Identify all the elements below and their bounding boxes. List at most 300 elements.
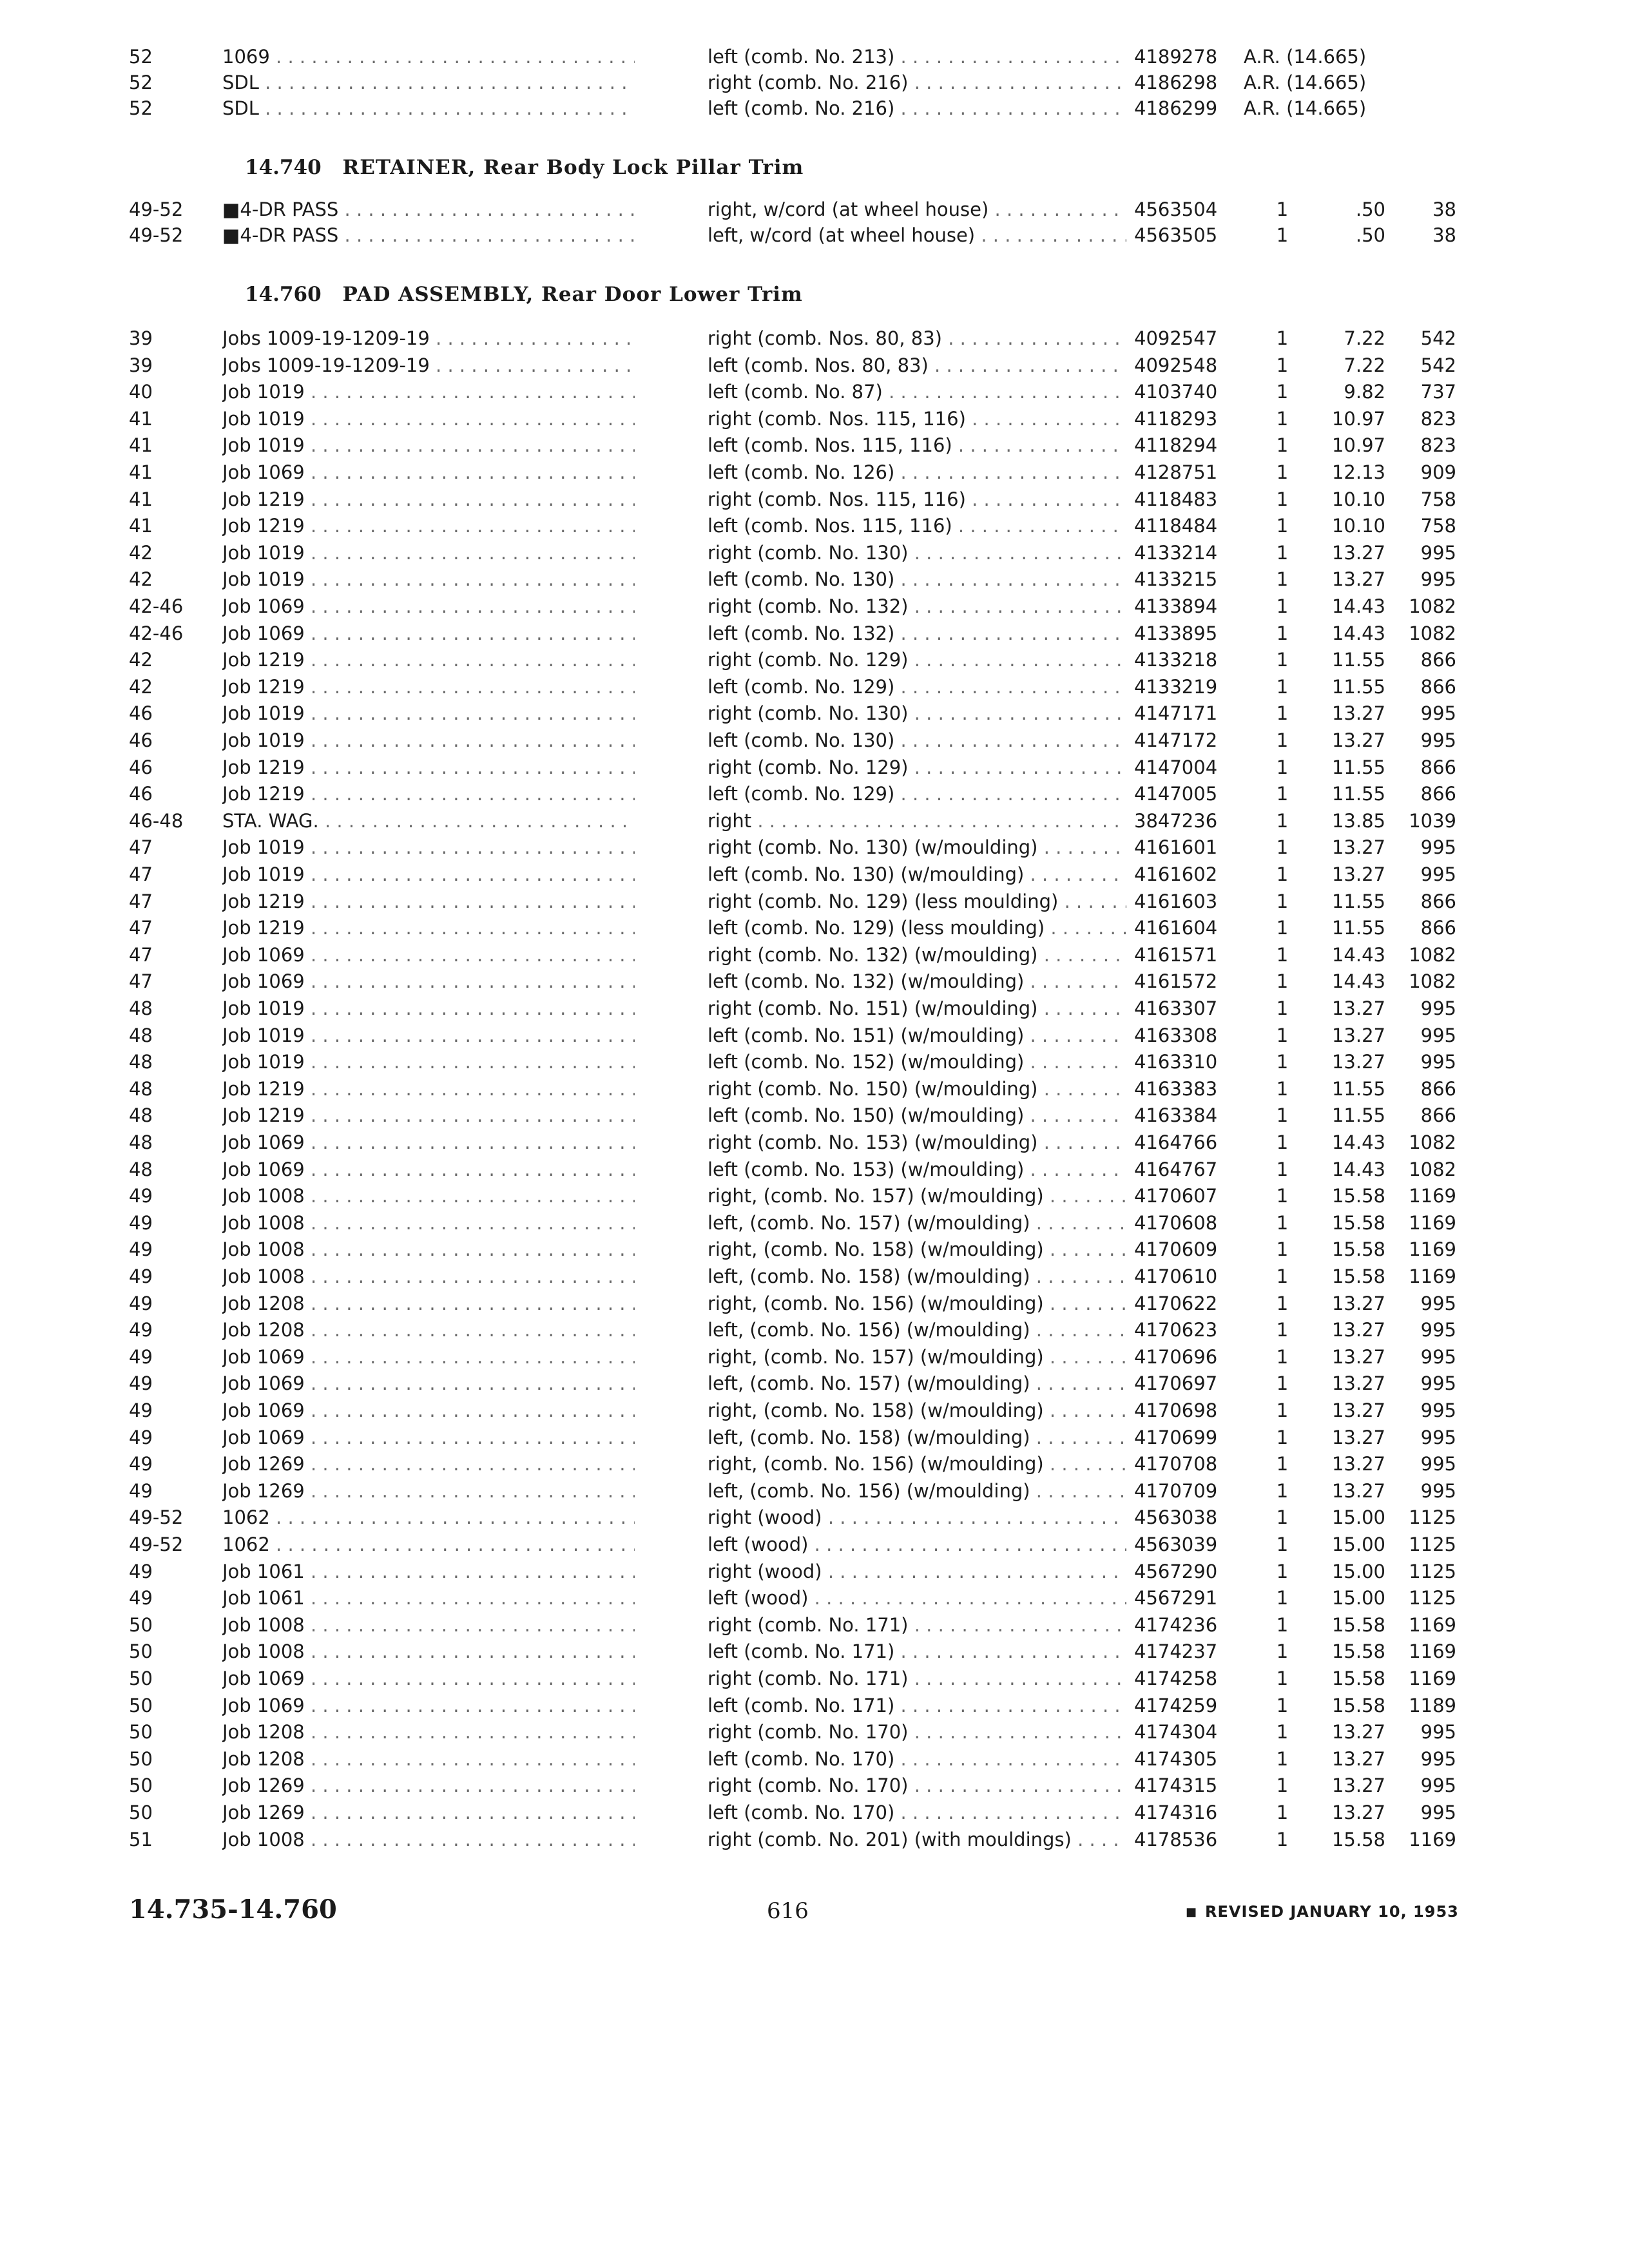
description-cell: left (comb. No. 130) (w/moulding) . . .: [708, 861, 1126, 887]
part-number-cell: 4174237: [1134, 1640, 1218, 1663]
price-cell: 7.22: [1344, 354, 1385, 376]
price-cell: 13.27: [1331, 568, 1385, 591]
description-cell: right (comb. Nos. 115, 116) . . .: [708, 406, 1126, 432]
quantity-cell: 1: [1276, 1721, 1289, 1744]
part-number-cell: 4170699: [1134, 1426, 1218, 1448]
quantity-cell: 1: [1276, 997, 1289, 1019]
part-number-cell: 4161601: [1134, 836, 1218, 859]
price-cell: 14.43: [1331, 943, 1385, 966]
table-row: [0, 406, 1629, 432]
table-row: [0, 808, 1629, 834]
model-cell: Job 1069 . . .: [222, 620, 635, 646]
model-cell: ■4-DR PASS . . .: [222, 197, 635, 222]
year-cell: 49: [129, 1453, 153, 1475]
part-number-cell: 4170708: [1134, 1453, 1218, 1475]
table-row: [0, 1210, 1629, 1236]
price-cell: 11.55: [1331, 756, 1385, 778]
table-row: [0, 1612, 1629, 1638]
description-cell: left (comb. No. 132) (w/moulding) . . .: [708, 968, 1126, 994]
description-cell: right, w/cord (at wheel house) . . .: [708, 197, 1126, 222]
part-number-cell: 4092548: [1134, 354, 1218, 376]
description-cell: left, (comb. No. 157) (w/moulding) . . .: [708, 1370, 1126, 1396]
part-number-cell: 4563039: [1134, 1533, 1218, 1555]
amount-cell: 995: [1420, 1372, 1456, 1395]
year-cell: 42-46: [129, 622, 184, 644]
as-required-note: A.R. (14.665): [1244, 72, 1367, 93]
part-number-cell: 4170609: [1134, 1238, 1218, 1261]
quantity-cell: 1: [1276, 1345, 1289, 1368]
model-cell: Job 1069 . . .: [222, 593, 635, 619]
table-row: [0, 889, 1629, 914]
price-cell: 15.58: [1331, 1694, 1385, 1716]
year-cell: 49: [129, 1319, 153, 1341]
table-row: [0, 700, 1629, 726]
amount-cell: 1169: [1409, 1265, 1456, 1287]
price-cell: 10.10: [1331, 488, 1385, 510]
model-cell: Job 1069 . . .: [222, 942, 635, 968]
quantity-cell: 1: [1276, 354, 1289, 376]
amount-cell: 1082: [1409, 943, 1456, 966]
quantity-cell: 1: [1276, 1453, 1289, 1475]
year-cell: 48: [129, 1131, 153, 1153]
model-cell: Job 1219 . . .: [222, 674, 635, 700]
description-cell: left (comb. No. 129) (less moulding) . . .: [708, 915, 1126, 941]
part-number-cell: 4163310: [1134, 1051, 1218, 1073]
description-cell: left (wood) . . .: [708, 1585, 1126, 1611]
table-row: [0, 566, 1629, 592]
revision-date: REVISED JANUARY 10, 1953: [1205, 1903, 1459, 1921]
year-cell: 47: [129, 863, 153, 885]
table-row: [0, 620, 1629, 646]
description-cell: left, (comb. No. 158) (w/moulding) . . .: [708, 1425, 1126, 1450]
quantity-cell: 1: [1276, 970, 1289, 993]
year-cell: 49: [129, 1426, 153, 1448]
price-cell: 14.43: [1331, 622, 1385, 644]
description-cell: right (comb. Nos. 80, 83) . . .: [708, 325, 1126, 351]
price-cell: 13.27: [1331, 541, 1385, 564]
year-cell: 46: [129, 756, 153, 778]
price-cell: 13.27: [1331, 1345, 1385, 1368]
description-cell: left, (comb. No. 158) (w/moulding) . . .: [708, 1264, 1126, 1289]
part-number-cell: 4170607: [1134, 1185, 1218, 1207]
model-cell: 1069 . . .: [222, 44, 635, 70]
year-cell: 49: [129, 1372, 153, 1395]
description-cell: left (comb. No. 130) . . .: [708, 566, 1126, 592]
model-cell: Job 1219 . . .: [222, 754, 635, 780]
year-cell: 46: [129, 783, 153, 805]
model-cell: Job 1019 . . .: [222, 540, 635, 566]
year-cell: 41: [129, 515, 153, 537]
quantity-cell: 1: [1276, 1399, 1289, 1421]
price-cell: 13.27: [1331, 836, 1385, 859]
description-cell: right (comb. No. 150) (w/moulding) . . .: [708, 1076, 1126, 1102]
quantity-cell: 1: [1276, 1238, 1289, 1261]
price-cell: 12.13: [1331, 461, 1385, 483]
part-number-cell: 4174258: [1134, 1667, 1218, 1689]
price-cell: 10.10: [1331, 515, 1385, 537]
amount-cell: 1169: [1409, 1211, 1456, 1234]
amount-cell: 542: [1420, 327, 1456, 349]
model-cell: Job 1019 . . .: [222, 406, 635, 432]
year-cell: 47: [129, 970, 153, 993]
price-cell: 13.27: [1331, 863, 1385, 885]
part-number-cell: 4189278: [1134, 46, 1218, 68]
group-number: 14.740: [245, 156, 322, 179]
price-cell: 13.27: [1331, 1479, 1385, 1502]
amount-cell: 1039: [1409, 809, 1456, 832]
part-number-cell: 4118294: [1134, 434, 1218, 457]
model-cell: Job 1208 . . .: [222, 1317, 635, 1343]
description-cell: right (comb. No. 129) (less moulding) . . .: [708, 889, 1126, 914]
part-number-cell: 4163384: [1134, 1104, 1218, 1127]
section-range: 14.735-14.760: [129, 1894, 337, 1925]
amount-cell: 995: [1420, 568, 1456, 591]
part-number-cell: 4178536: [1134, 1828, 1218, 1850]
year-cell: 49: [129, 1185, 153, 1207]
amount-cell: 1082: [1409, 595, 1456, 617]
table-row: [0, 995, 1629, 1021]
price-cell: 15.58: [1331, 1265, 1385, 1287]
part-number-cell: 4174316: [1134, 1802, 1218, 1823]
price-cell: 11.55: [1331, 1077, 1385, 1100]
model-cell: 1062 . . .: [222, 1504, 635, 1530]
price-cell: 13.27: [1331, 997, 1385, 1019]
quantity-cell: 1: [1276, 541, 1289, 564]
description-cell: left (comb. No. 213) . . .: [708, 44, 1126, 70]
part-number-cell: 4147004: [1134, 756, 1218, 778]
amount-cell: 1169: [1409, 1238, 1456, 1261]
quantity-cell: 1: [1276, 1667, 1289, 1689]
year-cell: 47: [129, 943, 153, 966]
table-row: [0, 1746, 1629, 1772]
table-row: [0, 1559, 1629, 1584]
quantity-cell: 1: [1276, 327, 1289, 349]
quantity-cell: 1: [1276, 1426, 1289, 1448]
page-number: 616: [767, 1898, 809, 1924]
part-number-cell: 4118483: [1134, 488, 1218, 510]
year-cell: 50: [129, 1694, 153, 1716]
model-cell: Job 1019 . . .: [222, 432, 635, 458]
description-cell: right (comb. No. 170) . . .: [708, 1773, 1126, 1798]
amount-cell: 758: [1420, 515, 1456, 537]
quantity-cell: 1: [1276, 1640, 1289, 1663]
year-cell: 48: [129, 1104, 153, 1127]
description-cell: left (comb. No. 171) . . .: [708, 1639, 1126, 1664]
amount-cell: 995: [1420, 1345, 1456, 1368]
price-cell: 7.22: [1344, 327, 1385, 349]
quantity-cell: 1: [1276, 1533, 1289, 1555]
description-cell: left (comb. No. 153) (w/moulding) . . .: [708, 1157, 1126, 1182]
description-cell: right (comb. No. 170) . . .: [708, 1719, 1126, 1745]
price-cell: 13.27: [1331, 1399, 1385, 1421]
amount-cell: 995: [1420, 702, 1456, 725]
year-cell: 41: [129, 488, 153, 510]
quantity-cell: 1: [1276, 515, 1289, 537]
price-cell: 13.27: [1331, 1024, 1385, 1046]
price-cell: 15.00: [1331, 1533, 1385, 1555]
quantity-cell: 1: [1276, 1185, 1289, 1207]
model-cell: Job 1208 . . .: [222, 1719, 635, 1745]
description-cell: left (comb. No. 171) . . .: [708, 1693, 1126, 1718]
quantity-cell: 1: [1276, 809, 1289, 832]
part-number-cell: 4174305: [1134, 1747, 1218, 1770]
model-cell: Job 1219 . . .: [222, 781, 635, 807]
price-cell: 13.27: [1331, 702, 1385, 725]
year-cell: 49-52: [129, 1506, 184, 1529]
price-cell: 15.58: [1331, 1613, 1385, 1636]
amount-cell: 1189: [1409, 1694, 1456, 1716]
year-cell: 49: [129, 1399, 153, 1421]
year-cell: 46-48: [129, 809, 184, 832]
year-cell: 52: [129, 46, 153, 68]
table-row: [0, 861, 1629, 887]
quantity-cell: 1: [1276, 381, 1289, 403]
table-row: [0, 1370, 1629, 1396]
model-cell: Job 1208 . . .: [222, 1291, 635, 1316]
model-cell: Job 1019 . . .: [222, 566, 635, 592]
quantity-cell: 1: [1276, 1211, 1289, 1234]
quantity-cell: 1: [1276, 1587, 1289, 1610]
part-number-cell: 4164766: [1134, 1131, 1218, 1153]
quantity-cell: 1: [1276, 863, 1289, 885]
quantity-cell: 1: [1276, 1613, 1289, 1636]
part-number-cell: 4563038: [1134, 1506, 1218, 1529]
table-row: [0, 1719, 1629, 1745]
table-row: [0, 647, 1629, 673]
description-cell: left (comb. No. 129) . . .: [708, 674, 1126, 700]
model-cell: STA. WAG. . . .: [222, 808, 635, 834]
quantity-cell: 1: [1276, 756, 1289, 778]
amount-cell: 1169: [1409, 1613, 1456, 1636]
table-row: [0, 95, 1629, 121]
year-cell: 50: [129, 1774, 153, 1797]
amount-cell: 823: [1420, 434, 1456, 457]
quantity-cell: 1: [1276, 622, 1289, 644]
price-cell: 13.85: [1331, 809, 1385, 832]
description-cell: left (comb. No. 126) . . .: [708, 459, 1126, 485]
year-cell: 50: [129, 1747, 153, 1770]
part-number-cell: 4174304: [1134, 1721, 1218, 1744]
amount-cell: 995: [1420, 836, 1456, 859]
description-cell: left (comb. No. 152) (w/moulding) . . .: [708, 1049, 1126, 1075]
year-cell: 49: [129, 1238, 153, 1261]
amount-cell: 866: [1420, 1077, 1456, 1100]
amount-cell: 866: [1420, 675, 1456, 698]
quantity-cell: 1: [1276, 224, 1289, 246]
part-number-cell: 4164767: [1134, 1158, 1218, 1180]
model-cell: Job 1269 . . .: [222, 1800, 635, 1825]
part-number-cell: 4170696: [1134, 1345, 1218, 1368]
model-cell: Job 1061 . . .: [222, 1559, 635, 1584]
price-cell: 11.55: [1331, 890, 1385, 912]
group-title: RETAINER, Rear Body Lock Pillar Trim: [342, 156, 804, 179]
part-number-cell: 4133219: [1134, 675, 1218, 698]
description-cell: right (comb. No. 151) (w/moulding) . . .: [708, 995, 1126, 1021]
model-cell: Job 1219 . . .: [222, 1076, 635, 1102]
amount-cell: 38: [1432, 224, 1456, 246]
description-cell: right (comb. Nos. 115, 116) . . .: [708, 486, 1126, 512]
quantity-cell: 1: [1276, 1694, 1289, 1716]
part-number-cell: 4170697: [1134, 1372, 1218, 1395]
amount-cell: 866: [1420, 649, 1456, 671]
amount-cell: 995: [1420, 1721, 1456, 1744]
quantity-cell: 1: [1276, 890, 1289, 912]
year-cell: 50: [129, 1721, 153, 1744]
amount-cell: 995: [1420, 541, 1456, 564]
table-row: [0, 1666, 1629, 1691]
part-number-cell: 4186298: [1134, 72, 1218, 93]
quantity-cell: 1: [1276, 1131, 1289, 1153]
model-cell: Jobs 1009-19-1209-19 . . .: [222, 325, 635, 351]
quantity-cell: 1: [1276, 675, 1289, 698]
part-number-cell: 4170698: [1134, 1399, 1218, 1421]
price-cell: 13.27: [1331, 1051, 1385, 1073]
amount-cell: 737: [1420, 381, 1456, 403]
year-cell: 41: [129, 407, 153, 430]
description-cell: right (comb. No. 153) (w/moulding) . . .: [708, 1129, 1126, 1155]
part-number-cell: 4174315: [1134, 1774, 1218, 1797]
table-row: [0, 1102, 1629, 1128]
amount-cell: 995: [1420, 1747, 1456, 1770]
year-cell: 48: [129, 1024, 153, 1046]
model-cell: Job 1008 . . .: [222, 1612, 635, 1638]
quantity-cell: 1: [1276, 407, 1289, 430]
part-number-cell: 4174236: [1134, 1613, 1218, 1636]
model-cell: Job 1219 . . .: [222, 915, 635, 941]
year-cell: 50: [129, 1667, 153, 1689]
amount-cell: 995: [1420, 729, 1456, 751]
price-cell: 14.43: [1331, 1158, 1385, 1180]
description-cell: right (comb. No. 132) . . .: [708, 593, 1126, 619]
model-cell: Job 1019 . . .: [222, 379, 635, 405]
amount-cell: 995: [1420, 1426, 1456, 1448]
description-cell: right (comb. No. 129) . . .: [708, 754, 1126, 780]
quantity-cell: 1: [1276, 1506, 1289, 1529]
part-number-cell: 4186299: [1134, 97, 1218, 119]
quantity-cell: 1: [1276, 1372, 1289, 1395]
table-row: [0, 727, 1629, 753]
price-cell: 15.58: [1331, 1211, 1385, 1234]
table-row: [0, 1478, 1629, 1504]
quantity-cell: 1: [1276, 1828, 1289, 1850]
quantity-cell: 1: [1276, 1077, 1289, 1100]
table-row: [0, 1800, 1629, 1825]
year-cell: 48: [129, 1077, 153, 1100]
amount-cell: 866: [1420, 1104, 1456, 1127]
year-cell: 49-52: [129, 198, 184, 220]
description-cell: left, (comb. No. 156) (w/moulding) . . .: [708, 1317, 1126, 1343]
table-row: [0, 197, 1629, 222]
description-cell: right, (comb. No. 158) (w/moulding) . . .: [708, 1236, 1126, 1262]
part-number-cell: 4147171: [1134, 702, 1218, 725]
quantity-cell: 1: [1276, 1747, 1289, 1770]
price-cell: 11.55: [1331, 783, 1385, 805]
table-row: [0, 1693, 1629, 1718]
amount-cell: 909: [1420, 461, 1456, 483]
year-cell: 46: [129, 729, 153, 751]
quantity-cell: 1: [1276, 917, 1289, 939]
amount-cell: 1125: [1409, 1506, 1456, 1529]
table-row: [0, 1773, 1629, 1798]
year-cell: 50: [129, 1802, 153, 1823]
description-cell: left (comb. Nos. 80, 83) . . .: [708, 352, 1126, 378]
model-cell: Job 1008 . . .: [222, 1183, 635, 1209]
price-cell: 14.43: [1331, 1131, 1385, 1153]
quantity-cell: 1: [1276, 783, 1289, 805]
table-row: [0, 1183, 1629, 1209]
quantity-cell: 1: [1276, 568, 1289, 591]
table-row: [0, 513, 1629, 539]
description-cell: right (comb. No. 171) . . .: [708, 1612, 1126, 1638]
model-cell: Job 1219 . . .: [222, 889, 635, 914]
quantity-cell: 1: [1276, 1104, 1289, 1127]
model-cell: Job 1069 . . .: [222, 1344, 635, 1370]
table-row: [0, 1398, 1629, 1423]
amount-cell: 758: [1420, 488, 1456, 510]
part-number-cell: 4128751: [1134, 461, 1218, 483]
price-cell: 13.27: [1331, 1453, 1385, 1475]
model-cell: Job 1069 . . .: [222, 1370, 635, 1396]
amount-cell: 1082: [1409, 970, 1456, 993]
part-number-cell: 4133894: [1134, 595, 1218, 617]
amount-cell: 1082: [1409, 1131, 1456, 1153]
table-row: [0, 222, 1629, 248]
description-cell: left (comb. No. 132) . . .: [708, 620, 1126, 646]
price-cell: 10.97: [1331, 434, 1385, 457]
model-cell: Job 1219 . . .: [222, 486, 635, 512]
table-row: [0, 1504, 1629, 1530]
model-cell: Job 1069 . . .: [222, 1398, 635, 1423]
quantity-cell: 1: [1276, 198, 1289, 220]
price-cell: 13.27: [1331, 1292, 1385, 1314]
amount-cell: 995: [1420, 1399, 1456, 1421]
year-cell: 49-52: [129, 224, 184, 246]
price-cell: 15.00: [1331, 1506, 1385, 1529]
table-row: [0, 1236, 1629, 1262]
amount-cell: 866: [1420, 756, 1456, 778]
model-cell: Job 1219 . . .: [222, 1102, 635, 1128]
amount-cell: 1169: [1409, 1640, 1456, 1663]
year-cell: 41: [129, 434, 153, 457]
model-cell: Job 1069 . . .: [222, 1129, 635, 1155]
model-cell: Job 1008 . . .: [222, 1827, 635, 1852]
year-cell: 47: [129, 836, 153, 859]
description-cell: left (comb. No. 151) (w/moulding) . . .: [708, 1023, 1126, 1048]
quantity-cell: 1: [1276, 836, 1289, 859]
price-cell: 15.58: [1331, 1667, 1385, 1689]
price-cell: 11.55: [1331, 917, 1385, 939]
part-number-cell: 4174259: [1134, 1694, 1218, 1716]
year-cell: 49-52: [129, 1533, 184, 1555]
table-row: [0, 70, 1629, 95]
quantity-cell: 1: [1276, 434, 1289, 457]
part-number-cell: 4147005: [1134, 783, 1218, 805]
year-cell: 49: [129, 1265, 153, 1287]
model-cell: Job 1069 . . .: [222, 1425, 635, 1450]
description-cell: right (comb. No. 216) . . .: [708, 70, 1126, 95]
table-row: [0, 1049, 1629, 1075]
model-cell: 1062 . . .: [222, 1532, 635, 1557]
amount-cell: 1125: [1409, 1587, 1456, 1610]
table-row: [0, 834, 1629, 860]
description-cell: left (comb. No. 170) . . .: [708, 1800, 1126, 1825]
description-cell: right (comb. No. 129) . . .: [708, 647, 1126, 673]
description-cell: left, (comb. No. 156) (w/moulding) . . .: [708, 1478, 1126, 1504]
description-cell: right, (comb. No. 156) (w/moulding) . . .: [708, 1451, 1126, 1477]
model-cell: Job 1019 . . .: [222, 1049, 635, 1075]
description-cell: left (comb. No. 129) . . .: [708, 781, 1126, 807]
quantity-cell: 1: [1276, 1158, 1289, 1180]
